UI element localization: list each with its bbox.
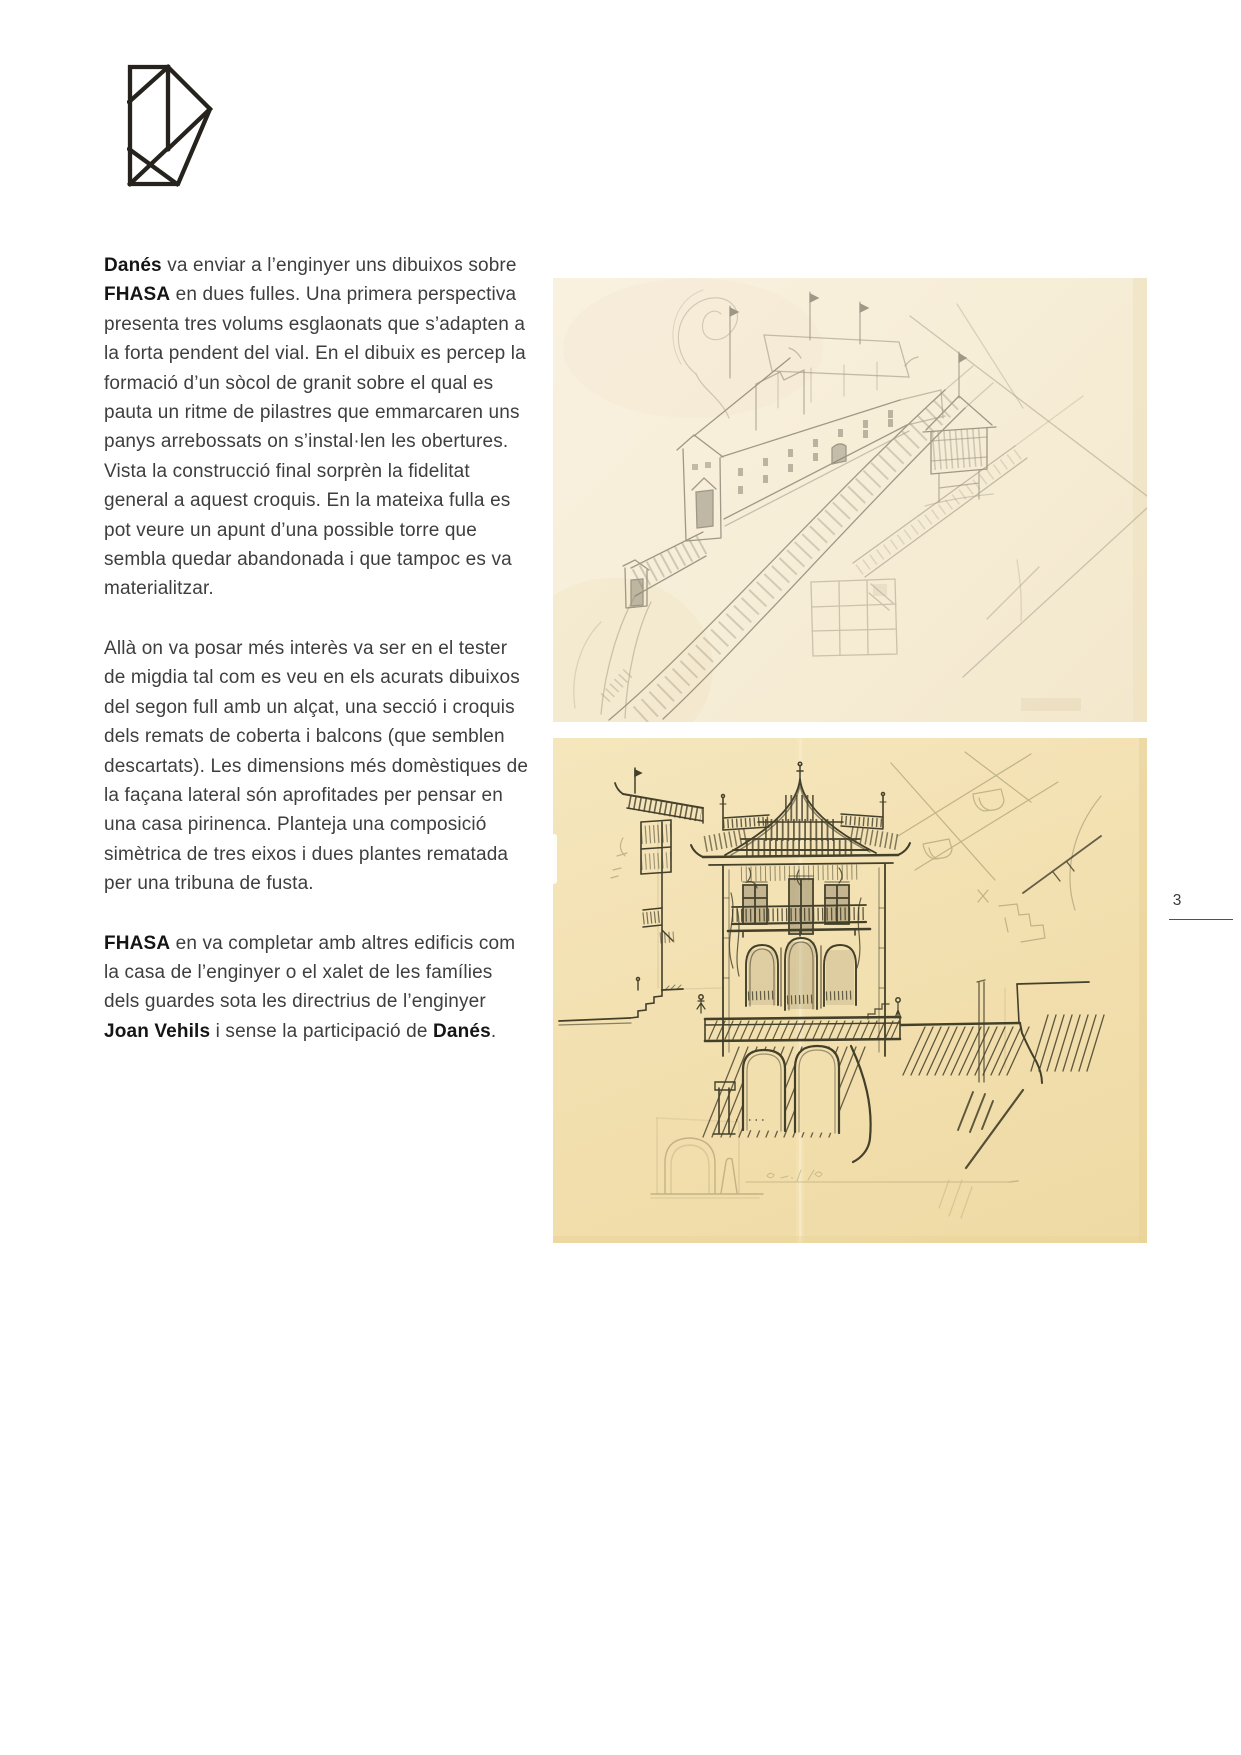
window-marks (738, 410, 893, 494)
grid-doodle (811, 579, 897, 656)
page-number: 3 (1172, 892, 1182, 909)
geometric-d-monogram-icon (127, 63, 213, 188)
bold-text-run: Joan Vehils (104, 1020, 211, 1042)
logo (127, 63, 213, 188)
bold-text-run: FHASA (104, 284, 171, 306)
bold-text-run: Danés (104, 255, 162, 276)
text-run: en dues fulles. Una primera perspectiva presenta tres volums esglaonats que s’adapten a la forta pendent del vial. En el dibuix es percep la formació d’un sòcol de granit sobre el qual es pauta un ritme de pilastres que emmarcaren uns panys arrebossats on s’instal·len les obertures. Vista la construcció final sorprèn la fidelitat general a aquest croquis. En la mateixa fulla es pot veure un apunt d’una possible torre que sembla quedar abandonada i que tampoc es va materialitzar. (104, 284, 526, 600)
bold-text-run: Danés (433, 1020, 491, 1042)
text-run: . (490, 1020, 497, 1042)
bold-text-run: FHASA (104, 932, 171, 954)
sketch-fhasa-perspective (553, 278, 1147, 722)
sketch-drawing (553, 278, 1147, 722)
paragraph-3 (104, 929, 530, 1047)
article-text-column (104, 251, 530, 1076)
page-number-rule (1169, 919, 1233, 920)
text-run: en va completar amb altres edificis com la casa de l’enginyer o el xalet de les famílies dels guardes sota les directrius de l’enginyer (104, 932, 516, 1013)
text-run: va enviar a l’enginyer uns dibuixos sobre (161, 255, 517, 276)
sketch-drawing (553, 738, 1147, 1243)
sketch-facade-elevation (553, 738, 1147, 1243)
paragraph-2 (104, 634, 530, 899)
text-run: Allà on va posar més interès va ser en el tester de migdia tal com es veu en els acurats dibuixos del segon full amb un alçat, una secció i croquis dels remats de coberta i balcons (que semblen descartats). Les dimensions més domèstiques de la façana lateral són aprofitades per pensar en una casa pirinenca. Planteja una composició simètrica de tres eixos i dues plantes rematada per una tribuna de fusta. (104, 637, 529, 895)
handwritten-scale-note (767, 1170, 822, 1181)
paragraph-1 (104, 251, 530, 604)
ink-elevation (559, 762, 1104, 1168)
text-run: i sense la participació de (210, 1020, 434, 1042)
